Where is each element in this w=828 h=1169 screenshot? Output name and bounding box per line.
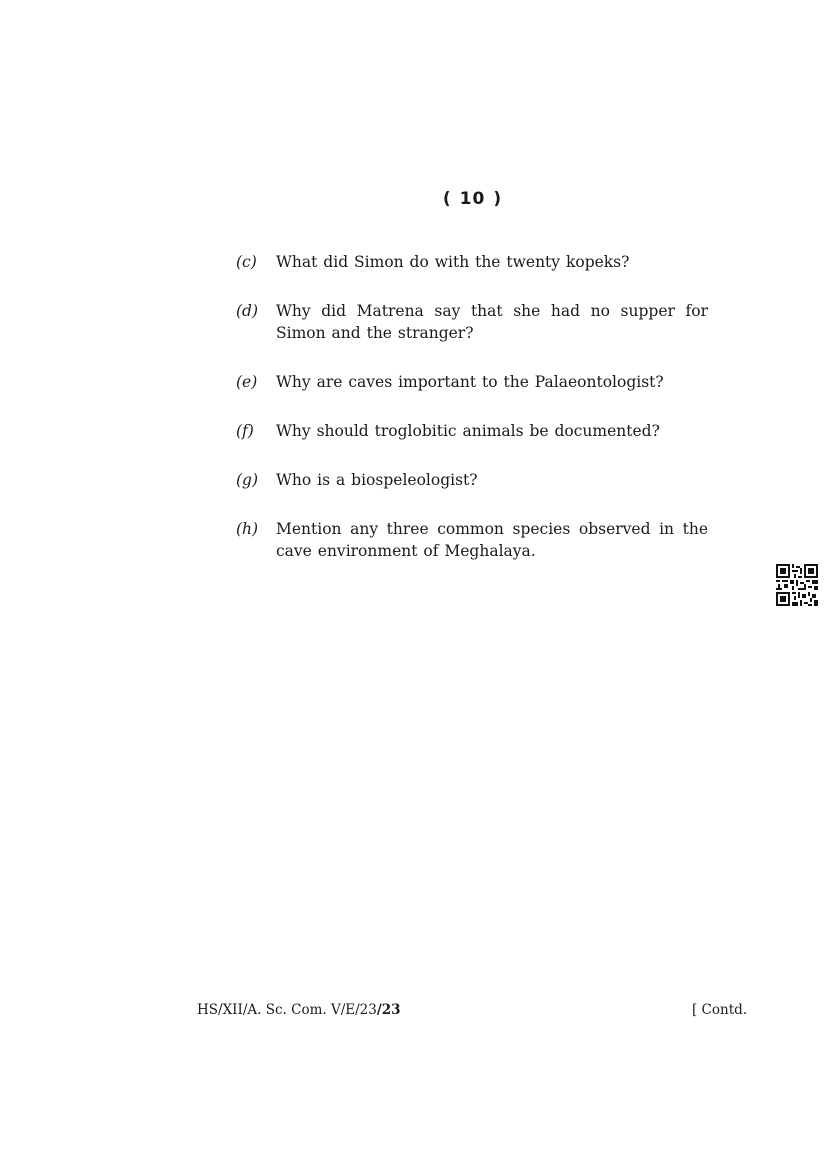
paper-code-page-total: /23 [376, 1002, 401, 1018]
question-item [236, 300, 708, 344]
question-text: Mention any three common species observed in the cave environment of Meghalaya. [276, 520, 708, 560]
question-text: Who is a biospeleologist? [276, 471, 478, 489]
question-label: (c) [236, 253, 257, 271]
question-item [236, 469, 708, 491]
question-label: (e) [236, 373, 258, 391]
question-label: (f) [236, 422, 254, 440]
question-item [236, 518, 708, 562]
page-number [0, 189, 828, 209]
question-text: Why did Matrena say that she had no supper for Simon and the stranger? [276, 302, 708, 342]
question-label: (h) [236, 520, 259, 538]
question-item [236, 251, 708, 273]
question-label: (d) [236, 302, 259, 320]
question-label: (g) [236, 471, 259, 489]
qr-code-icon [776, 564, 818, 606]
question-text: Why are caves important to the Palaeontologist? [276, 373, 664, 391]
question-text: Why should troglobitic animals be documented? [276, 422, 660, 440]
question-item [236, 420, 708, 442]
question-item [236, 371, 708, 393]
page-number-value: 10 [459, 189, 486, 209]
continued-label: [ Contd. [692, 1002, 748, 1018]
page-number-open-paren: ( [442, 189, 452, 209]
paper-code [197, 1002, 401, 1018]
question-list [236, 251, 708, 589]
page-number-close-paren: ) [493, 189, 503, 209]
question-text: What did Simon do with the twenty kopeks? [276, 253, 630, 271]
paper-code-prefix: HS/XII/A. Sc. Com. V/E/23 [197, 1002, 377, 1018]
